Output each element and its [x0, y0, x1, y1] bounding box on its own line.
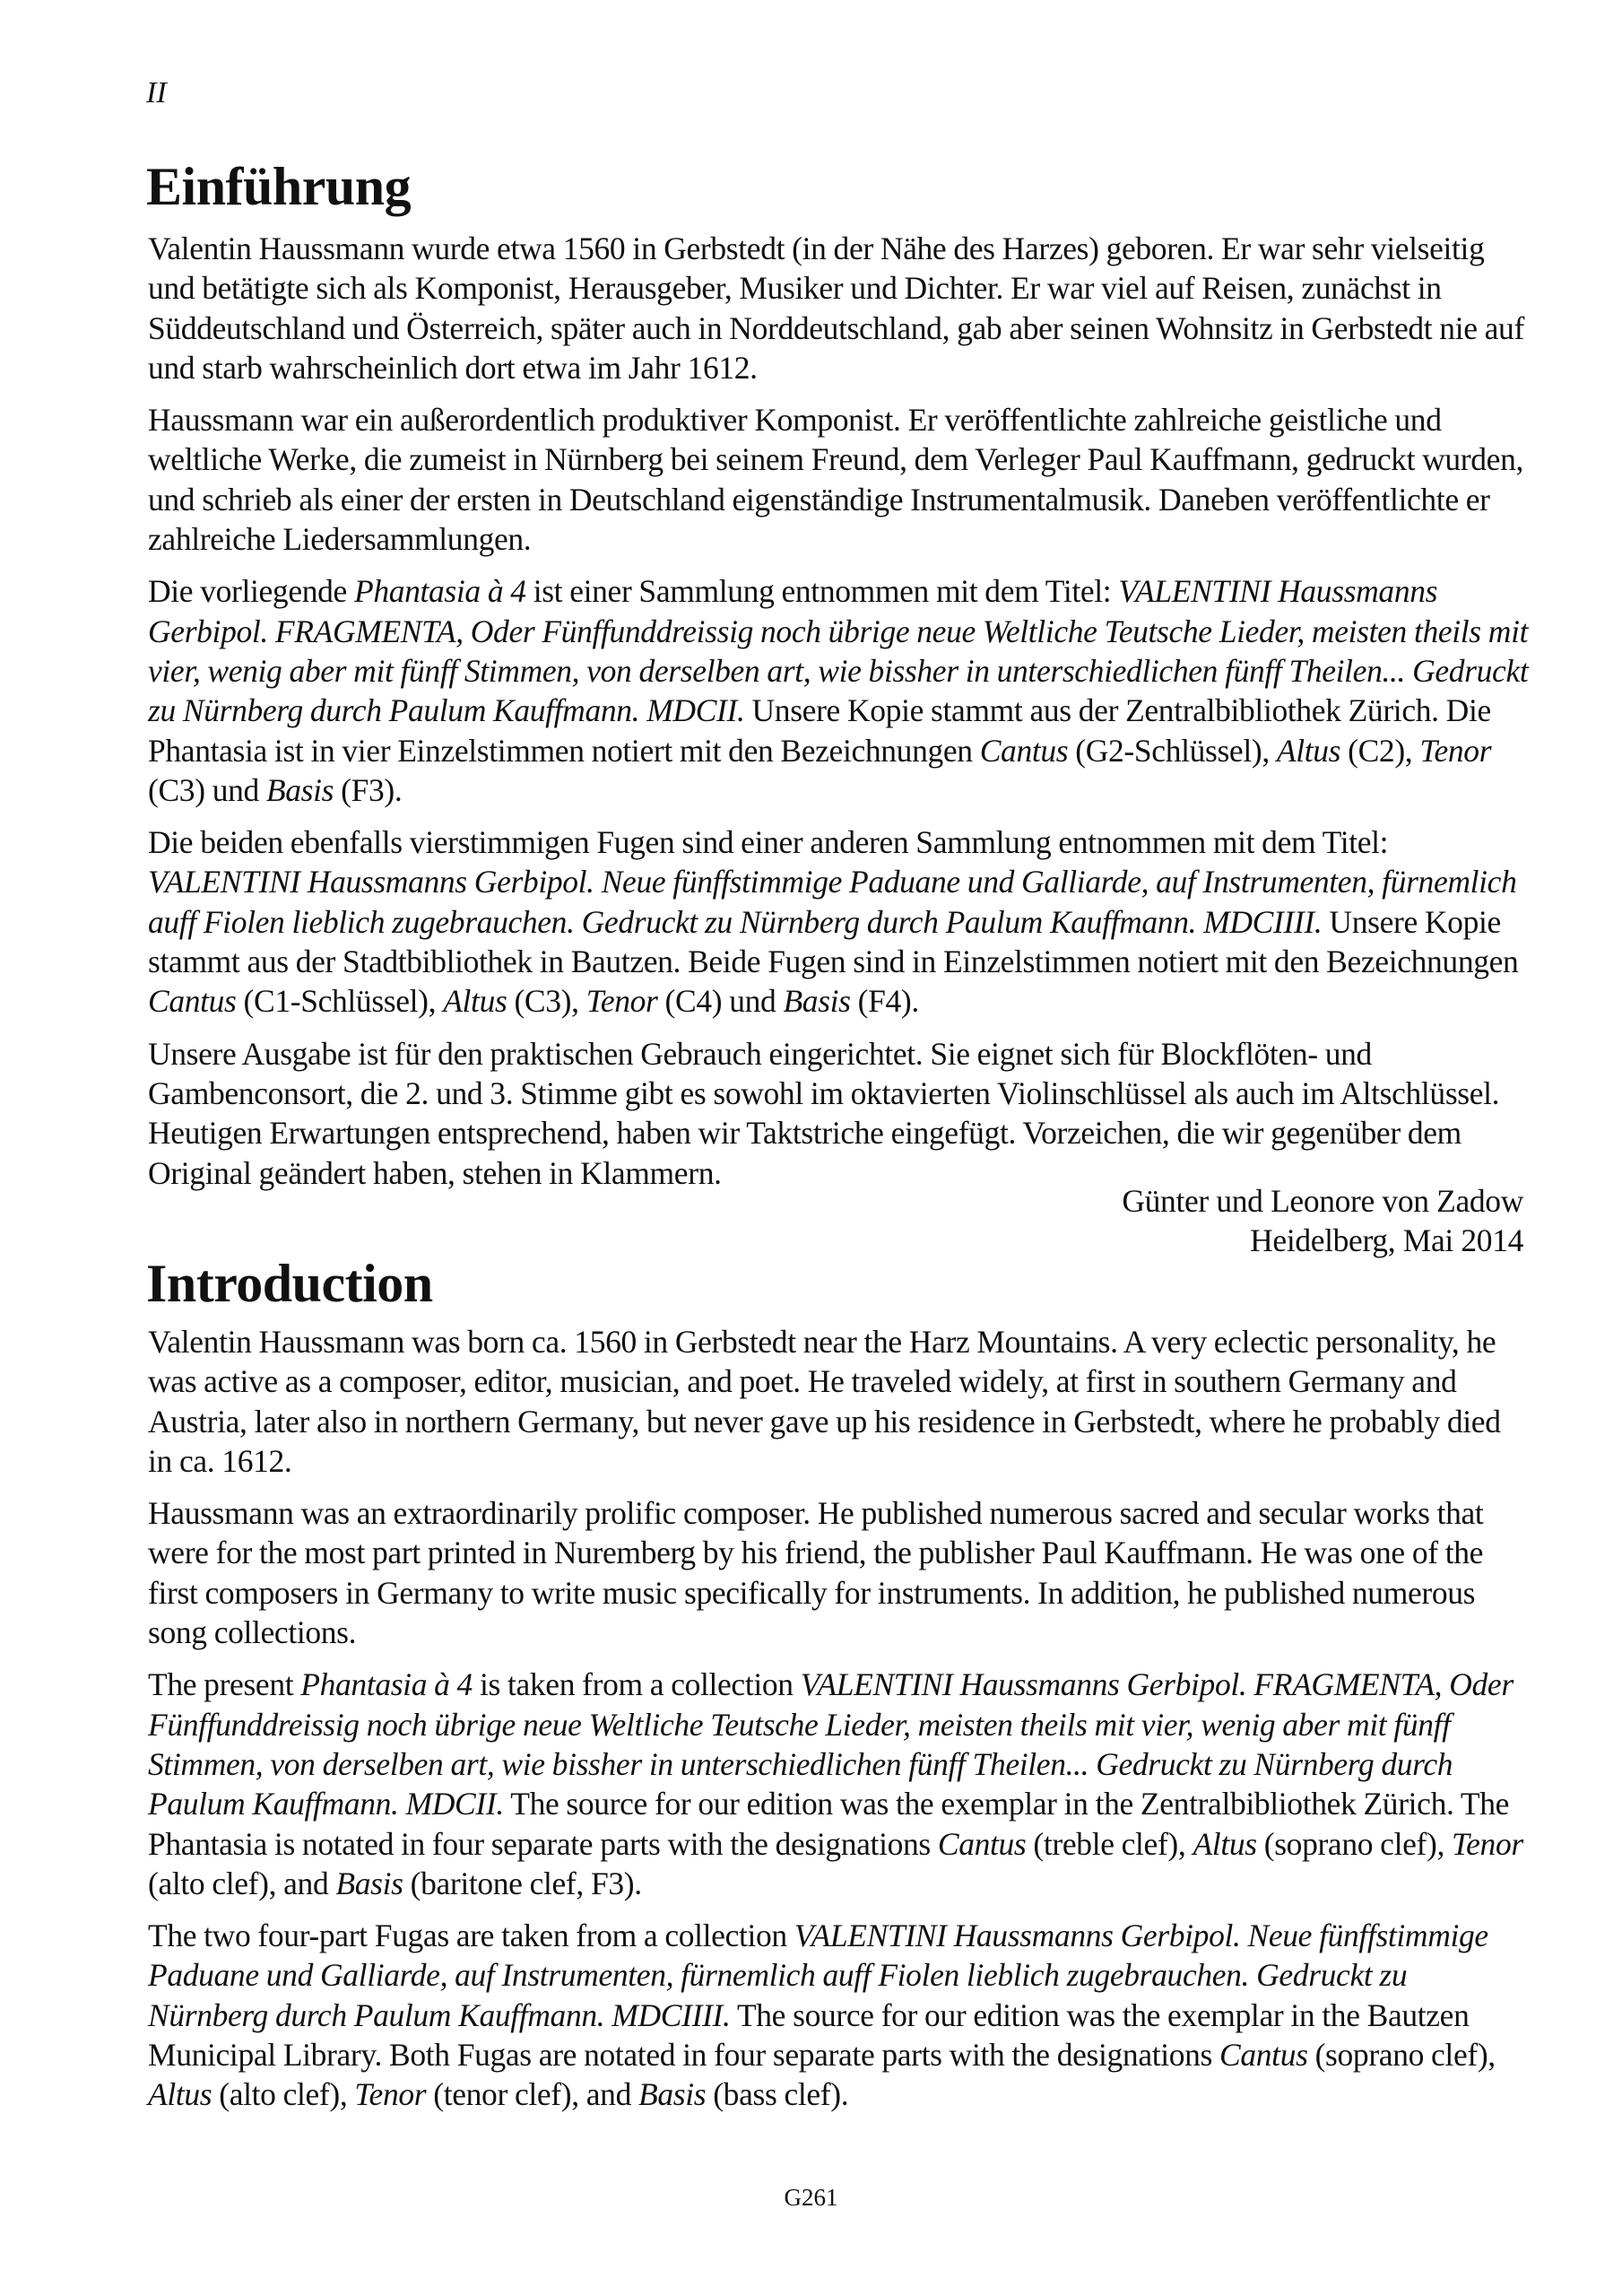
signature-place-date: Heidelberg, Mai 2014: [1250, 1222, 1523, 1259]
roman-page-number: II: [146, 76, 167, 109]
text-run: (G2-Schlüssel),: [1068, 732, 1277, 769]
italic-text-run: Phantasia à 4: [300, 1666, 473, 1703]
text-run: is taken from a collection: [472, 1666, 801, 1703]
text-run: (C4) und: [657, 983, 784, 1020]
text-run: Die vorliegende: [148, 573, 354, 610]
text-run: Unsere Kopie stammt aus der Zentralbibliothek Zürich. Die Phantasia ist in vier Einzelstimmen notiert mit den Bezeichnungen: [148, 692, 1491, 769]
text-run: (baritone clef, F3).: [403, 1865, 642, 1901]
text-run: Haussmann was an extraordinarily prolific composer. He published numerous sacred and secular works that were for the most part printed in Nuremberg by his friend, the publisher Paul Kauffmann. He was one of the first composers in Germany to write music specifically for instruments. In addition, he published numerous song collections.: [148, 1495, 1484, 1651]
italic-text-run: Basis: [638, 2076, 707, 2113]
text-run: (F4).: [850, 983, 919, 1020]
footer-edition-code: G261: [784, 2184, 838, 2211]
english-paragraph: [148, 1916, 1529, 2114]
italic-text-run: Tenor: [1452, 1825, 1523, 1862]
italic-text-run: Tenor: [585, 983, 658, 1020]
text-run: (soprano clef),: [1307, 2037, 1496, 2074]
text-run: Unsere Ausgabe ist für den praktischen Gebrauch eingerichtet. Sie eignet sich für Blockflöten- und Gambenconsort, die 2. und 3. Stimme gibt es sowohl im oktavierten Violinschlüssel als auch im Altschlüssel. Heutigen Erwartungen entsprechend, haben wir Taktstriche eingefügt. Vorzeichen, die wir gegenüber dem Original geändert haben, stehen in Klammern.: [148, 1035, 1500, 1191]
italic-text-run: Tenor: [354, 2076, 427, 2113]
italic-text-run: VALENTINI Haussmanns Gerbipol. Neue fünffstimmige Paduane und Galliarde, auf Instrumenten, fürnemlich auff Fiolen lieblich zugebrauchen. Gedruckt zu Nürnberg durch Paulum Kauffmann. MDCIIII.: [148, 1918, 1488, 2033]
italic-text-run: Basis: [335, 1865, 403, 1901]
italic-text-run: Cantus: [979, 732, 1069, 769]
text-run: (C1-Schlüssel),: [236, 983, 444, 1020]
italic-text-run: Altus: [1276, 732, 1341, 769]
text-run: Haussmann war ein außerordentlich produktiver Komponist. Er veröffentlichte zahlreiche geistliche und weltliche Werke, die zumeist in Nürnberg bei seinem Freund, dem Verleger Paul Kauffmann, gedruckt wurden, und schrieb als einer der ersten in Deutschland eigenständige Instrumentalmusik. Daneben veröffentlichte er zahlreiche Liedersammlungen.: [148, 402, 1524, 558]
text-run: The source for our edition was the exemplar in the Zentralbibliothek Zürich. The Phantasia is notated in four separate parts with the designations: [148, 1786, 1510, 1862]
text-run: (C3),: [507, 983, 586, 1020]
italic-text-run: Altus: [148, 2076, 213, 2113]
text-run: (F3).: [334, 771, 403, 808]
text-run: (tenor clef), and: [426, 2076, 638, 2113]
text-run: Valentin Haussmann wurde etwa 1560 in Gerbstedt (in der Nähe des Harzes) geboren. Er war sehr vielseitig und betätigte sich als Komponist, Herausgeber, Musiker und Dichter. Er war viel auf Reisen, zunächst in Süddeutschland und Österreich, später auch in Norddeutschland, gab aber seinen Wohnsitz in Gerbstedt nie auf und starb wahrscheinlich dort etwa im Jahr 1612.: [148, 230, 1524, 386]
german-paragraph: [148, 822, 1529, 1021]
italic-text-run: VALENTINI Haussmanns Gerbipol. FRAGMENTA, Oder Fünffunddreissig noch übrige neue Weltliche Teutsche Lieder, meisten theils mit vier, wenig aber mit fünff Stimmen, von derselben art, wie bissher in unterschiedlichen fünff Theilen... Gedruckt zu Nürnberg durch Paulum Kauffmann. MDCII.: [148, 573, 1529, 729]
english-paragraph: [148, 1493, 1529, 1652]
italic-text-run: VALENTINI Haussmanns Gerbipol. Neue fünffstimmige Paduane und Galliarde, auf Instrumenten, fürnemlich auff Fiolen lieblich zugebrauchen. Gedruckt zu Nürnberg durch Paulum Kauffmann. MDCIIII.: [148, 864, 1517, 940]
english-introduction-section: [148, 1322, 1529, 2127]
text-run: (soprano clef),: [1256, 1825, 1452, 1862]
german-introduction-section: [148, 229, 1529, 1205]
english-paragraph: [148, 1665, 1529, 1903]
text-run: (bass clef).: [706, 2076, 849, 2113]
german-paragraph: [148, 571, 1529, 810]
signature-block: [1122, 1181, 1523, 1261]
german-paragraph: [148, 229, 1529, 387]
text-run: The two four-part Fugas are taken from a collection: [148, 1918, 794, 1954]
italic-text-run: VALENTINI Haussmanns Gerbipol. FRAGMENTA, Oder Fünffunddreissig noch übrige neue Weltliche Teutsche Lieder, meisten theils mit vier, wenig aber mit fünff Stimmen, von derselben art, wie bissher in unterschiedlichen fünff Theilen... Gedruckt zu Nürnberg durch Paulum Kauffmann. MDCII.: [148, 1666, 1514, 1822]
italic-text-run: Altus: [1193, 1825, 1257, 1862]
text-run: Unsere Kopie stammt aus der Stadtbibliothek in Bautzen. Beide Fugen sind in Einzelstimmen notiert mit den Bezeichnungen: [148, 903, 1519, 980]
german-paragraph: [148, 400, 1529, 559]
text-run: (alto clef),: [212, 2076, 355, 2113]
text-run: The present: [148, 1666, 301, 1703]
italic-text-run: Cantus: [1219, 2037, 1308, 2074]
italic-text-run: Tenor: [1419, 732, 1492, 769]
text-run: ist einer Sammlung entnommen mit dem Titel:: [525, 573, 1119, 610]
text-run: (C3) und: [148, 771, 266, 808]
text-run: (treble clef),: [1026, 1825, 1193, 1862]
text-run: Valentin Haussmann was born ca. 1560 in Gerbstedt near the Harz Mountains. A very eclectic personality, he was active as a composer, editor, musician, and poet. He traveled widely, at first in southern Germany and Austria, later also in northern Germany, but never gave up his residence in Gerbstedt, where he probably died in ca. 1612.: [148, 1324, 1501, 1479]
heading-einfuehrung: Einführung: [146, 157, 412, 216]
italic-text-run: Basis: [783, 983, 851, 1020]
italic-text-run: Phantasia à 4: [353, 573, 526, 610]
heading-introduction: Introduction: [146, 1254, 433, 1313]
english-paragraph: [148, 1322, 1529, 1481]
text-run: (alto clef), and: [148, 1865, 336, 1901]
italic-text-run: Cantus: [148, 983, 237, 1020]
text-run: The source for our edition was the exemplar in the Bautzen Municipal Library. Both Fugas are notated in four separate parts with the designations: [148, 1996, 1470, 2074]
italic-text-run: Cantus: [937, 1825, 1027, 1862]
text-run: (C2),: [1340, 732, 1420, 769]
german-paragraph: [148, 1034, 1529, 1193]
italic-text-run: Altus: [443, 983, 507, 1020]
italic-text-run: Basis: [265, 771, 334, 808]
text-run: Die beiden ebenfalls vierstimmigen Fugen sind einer anderen Sammlung entnommen mit dem Titel:: [148, 824, 1389, 861]
signature-authors: Günter und Leonore von Zadow: [1122, 1183, 1523, 1219]
